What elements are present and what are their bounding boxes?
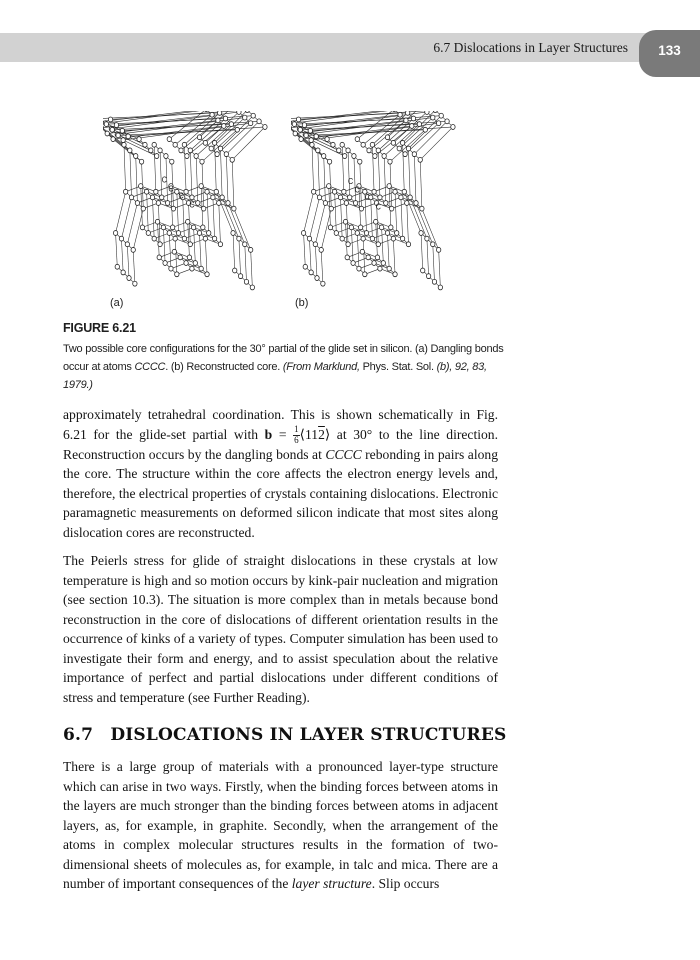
paragraph-1: approximately tetrahedral coordination. This is shown schematically in Fig. 6.21 for the glide-set partial with b = $\frac{1}{6}$ ⟨112⟩ at 30° to the line direction. Reconstruction occurs by the dangling bonds at CCCC rebonding in pairs along the core. The structure within the core affects the electron energy levels and, therefore, the electrical properties of crystals containing dislocations. Electronic paramagnetic measurements on deformed silicon indicate that most sites along dislocation cores are reconstructed.	[63, 407, 499, 540]
core-atom-label: C	[348, 176, 354, 187]
panel-a-label: (a)	[110, 297, 124, 309]
core-atom-label: C	[375, 202, 381, 212]
figure-caption-text: Two possible core configurations for the 30° partial of the glide set in silicon. (a) Dangling bonds occur at atoms CCCC. (b) Reconstructed core. (From Marklund, Phys. Stat. Sol. (b), 92, 83, 1979.)	[63, 343, 504, 391]
figure-caption-label: FIGURE 6.21	[63, 321, 136, 335]
paragraph-2: The Peierls stress for glide of straight dislocations in these crystals at low temperature is high and so motion occurs by kink-pair nucleation and migration (see section 10.3). The situation is more complex than in metals because bond reconstruction in the core of dislocations of different orientation results in the occurrence of kinks of a variety of types. Computer simulation has been used to investigate their form and energy, and to assist speculation about the relative importance of perfect and partial dislocations under different conditions of stress and temperature (see Further Reading).	[63, 553, 498, 705]
core-atom-label: C	[354, 185, 360, 195]
core-atom-label: C	[364, 192, 370, 203]
core-atom-label: C	[189, 200, 195, 210]
section-number: 6.7	[63, 725, 94, 745]
paragraph-3: There is a large group of materials with a pronounced layer-type structure which can arise in two ways. Firstly, when the binding forces between atoms in the layers are much stronger than the binding forces between atoms in adjacent layers, as, for example, in graphite. Secondly, when the arrangement of the atoms in complex molecular structures results in the formation of two-dimensional sheets of molecules as, for example, in talc and mica. There are a number of important consequences of the layer structure. Slip occurs	[63, 759, 498, 891]
page-number-badge	[639, 30, 700, 77]
core-atom-label: C	[178, 190, 184, 201]
crystal-structure-diagram-a	[103, 111, 275, 294]
page-header-bar	[0, 33, 700, 62]
section-title: DISLOCATIONS IN LAYER STRUCTURES	[110, 725, 507, 745]
figure-caption	[63, 321, 510, 394]
core-atom-label: C	[161, 174, 167, 185]
page-number: 133	[658, 43, 681, 58]
panel-b-label: (b)	[295, 297, 309, 309]
section-heading	[63, 725, 506, 745]
running-head: 6.7 Dislocations in Layer Structures	[433, 40, 628, 55]
core-atom-label: C	[168, 184, 174, 194]
crystal-structure-diagram-b	[291, 111, 463, 294]
